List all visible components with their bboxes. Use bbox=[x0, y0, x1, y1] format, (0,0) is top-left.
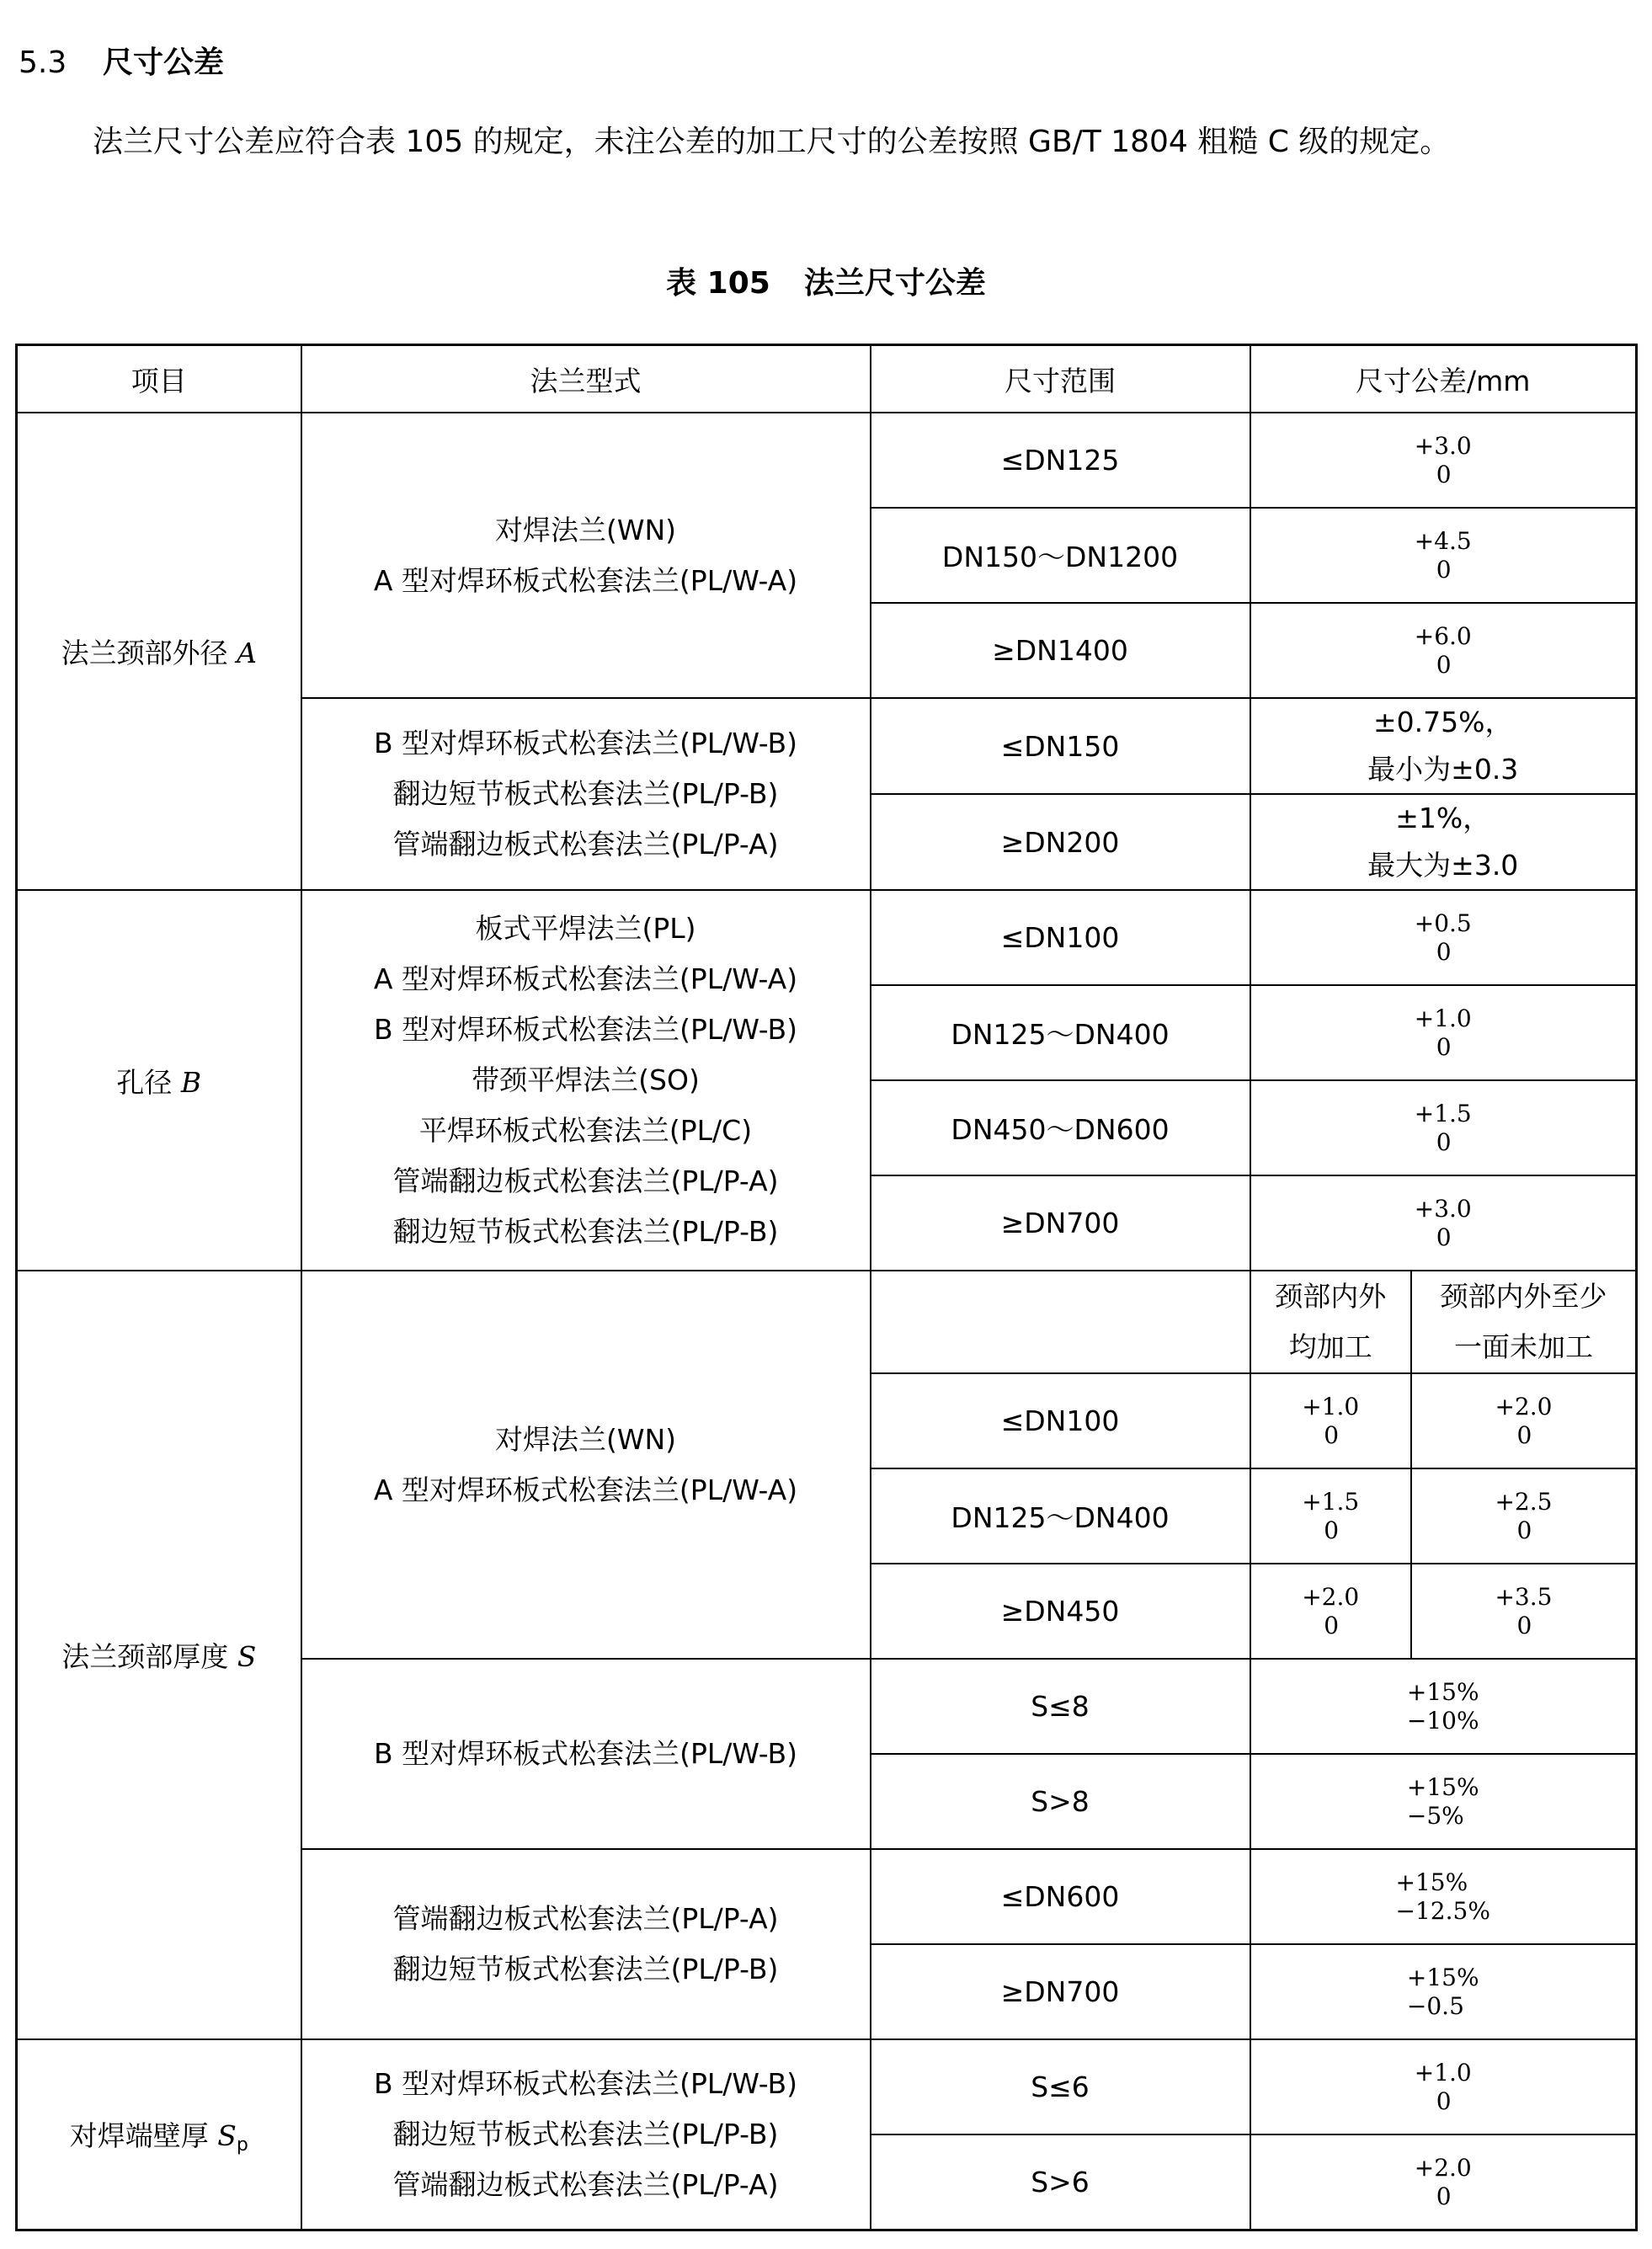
tolerance-upper: +1.5 bbox=[1414, 1099, 1472, 1127]
tolerance-lower: 0 bbox=[1516, 1516, 1532, 1544]
tolerance-upper: +15% bbox=[1395, 1868, 1468, 1896]
flange-type: 管端翻边板式松套法兰(PL/P-A) bbox=[392, 828, 779, 861]
tolerance-cell bbox=[1250, 1659, 1637, 1754]
tolerance-machined bbox=[1251, 1374, 1410, 1468]
size-range-cell: DN125～DN400 bbox=[871, 985, 1250, 1080]
flange-type: 翻边短节板式松套法兰(PL/P-B) bbox=[392, 777, 779, 810]
tolerance-cell bbox=[1250, 413, 1637, 508]
item-variable: B bbox=[180, 1065, 202, 1099]
flange-type: A 型对焊环板式松套法兰(PL/W-A) bbox=[373, 563, 798, 597]
size-range-cell: DN125～DN400 bbox=[871, 1468, 1250, 1564]
flange-type: 带颈平焊法兰(SO) bbox=[472, 1063, 700, 1096]
tolerance-upper: +2.5 bbox=[1495, 1487, 1553, 1516]
tolerance-lower: 0 bbox=[1516, 1611, 1532, 1639]
size-range-cell: ≤DN600 bbox=[871, 1849, 1250, 1944]
size-range-cell-empty bbox=[871, 1271, 1250, 1373]
tolerance-upper: +1.0 bbox=[1414, 1004, 1472, 1032]
tolerance-upper: +1.0 bbox=[1302, 1392, 1360, 1420]
tolerance-lower: 0 bbox=[1436, 1223, 1452, 1251]
tolerance-lower: 0 bbox=[1436, 555, 1452, 584]
flange-type: B 型对焊环板式松套法兰(PL/W-B) bbox=[374, 1013, 797, 1046]
size-range-cell: S≤8 bbox=[871, 1659, 1250, 1754]
flange-type: A 型对焊环板式松套法兰(PL/W-A) bbox=[373, 962, 798, 995]
table-row bbox=[17, 1271, 1637, 1373]
tolerance-lower: −0.5 bbox=[1406, 1991, 1464, 2020]
tolerance-cell bbox=[1250, 1754, 1637, 1849]
flange-type-cell bbox=[301, 1271, 871, 1659]
tolerance-upper: +1.0 bbox=[1414, 2058, 1472, 2086]
tolerance-cell bbox=[1250, 1564, 1637, 1659]
flange-type: B 型对焊环板式松套法兰(PL/W-B) bbox=[374, 2067, 797, 2100]
flange-type-cell bbox=[301, 1849, 871, 2039]
tolerance-cell bbox=[1250, 698, 1637, 794]
tolerance-lower: 0 bbox=[1516, 1420, 1532, 1449]
tolerance-cell bbox=[1250, 794, 1637, 890]
flange-type-cell bbox=[301, 1659, 871, 1849]
tolerance-cell bbox=[1250, 1944, 1637, 2039]
tolerance-lower: 0 bbox=[1324, 1611, 1340, 1639]
flange-type: 平焊环板式松套法兰(PL/C) bbox=[418, 1114, 753, 1147]
subheader-unmachined bbox=[1410, 1271, 1635, 1372]
item-variable: A bbox=[237, 637, 257, 669]
tolerance-text: 最大为±3.0 bbox=[1367, 849, 1519, 882]
tolerance-lower: −12.5% bbox=[1395, 1896, 1490, 1925]
tolerance-upper: +4.5 bbox=[1414, 526, 1472, 555]
tolerance-upper: +1.5 bbox=[1302, 1487, 1360, 1516]
item-label: 法兰颈部厚度 bbox=[61, 1640, 229, 1673]
flange-type: 对焊法兰(WN) bbox=[494, 1422, 677, 1456]
tolerance-text: ±1%， bbox=[1395, 802, 1491, 834]
tolerance-unmachined bbox=[1410, 1469, 1635, 1563]
subheader-line: 均加工 bbox=[1288, 1330, 1372, 1363]
size-range-cell: S>8 bbox=[871, 1754, 1250, 1849]
tolerance-lower: 0 bbox=[1324, 1516, 1340, 1544]
tolerance-machined bbox=[1251, 1469, 1410, 1563]
flange-type: 板式平焊法兰(PL) bbox=[475, 912, 696, 945]
tolerance-machined bbox=[1251, 1564, 1410, 1658]
size-range-cell: DN450～DN600 bbox=[871, 1080, 1250, 1175]
item-label: 对焊端壁厚 bbox=[69, 2118, 209, 2152]
tolerance-lower: −5% bbox=[1406, 1801, 1464, 1830]
tolerance-lower: 0 bbox=[1436, 937, 1452, 966]
tolerance-lower: 0 bbox=[1436, 1127, 1452, 1156]
tolerance-text: 最小为±0.3 bbox=[1367, 753, 1519, 786]
size-range-cell: ≥DN700 bbox=[871, 1175, 1250, 1271]
table-caption bbox=[0, 259, 1652, 302]
tolerance-cell bbox=[1250, 1373, 1637, 1468]
flange-type-cell bbox=[301, 890, 871, 1271]
flange-type: B 型对焊环板式松套法兰(PL/W-B) bbox=[374, 1737, 797, 1770]
tolerance-unmachined bbox=[1410, 1564, 1635, 1658]
tolerance-text: ±0.75%， bbox=[1373, 706, 1513, 738]
tolerance-cell bbox=[1250, 2134, 1637, 2230]
flange-type: 管端翻边板式松套法兰(PL/P-A) bbox=[392, 1164, 779, 1197]
size-range-cell: ≥DN700 bbox=[871, 1944, 1250, 2039]
flange-type: 翻边短节板式松套法兰(PL/P-B) bbox=[392, 2118, 779, 2150]
tolerance-cell bbox=[1250, 890, 1637, 985]
item-cell bbox=[17, 890, 301, 1271]
tolerance-cell bbox=[1250, 985, 1637, 1080]
flange-type: 管端翻边板式松套法兰(PL/P-A) bbox=[392, 1902, 779, 1935]
tolerance-cell bbox=[1250, 508, 1637, 603]
tolerance-upper: +2.0 bbox=[1495, 1392, 1553, 1420]
size-range-cell: S>6 bbox=[871, 2134, 1250, 2230]
tolerance-cell bbox=[1250, 1175, 1637, 1271]
size-range-cell: ≤DN100 bbox=[871, 1373, 1250, 1468]
tolerance-lower: 0 bbox=[1436, 1032, 1452, 1061]
item-cell bbox=[17, 2039, 301, 2230]
tolerance-upper: +3.0 bbox=[1414, 431, 1472, 460]
tolerance-upper: +3.5 bbox=[1495, 1582, 1553, 1611]
tolerance-upper: +2.0 bbox=[1302, 1582, 1360, 1611]
tolerance-cell bbox=[1250, 603, 1637, 698]
flange-type-cell bbox=[301, 2039, 871, 2230]
item-subscript: p bbox=[236, 2134, 248, 2156]
tolerance-subheader-cell bbox=[1250, 1271, 1637, 1373]
section-paragraph: 法兰尺寸公差应符合表 105 的规定，未注公差的加工尺寸的公差按照 GB/T 1804 粗糙 C 级的规定。 bbox=[93, 125, 1451, 159]
tolerance-lower: 0 bbox=[1436, 2182, 1452, 2210]
header-flange-type: 法兰型式 bbox=[301, 345, 871, 413]
subheader-line: 颈部内外 bbox=[1275, 1280, 1387, 1313]
tolerance-upper: +2.0 bbox=[1414, 2153, 1472, 2182]
tolerance-lower: 0 bbox=[1436, 2086, 1452, 2115]
size-range-cell: ≥DN1400 bbox=[871, 603, 1250, 698]
flange-type: 管端翻边板式松套法兰(PL/P-A) bbox=[392, 2168, 779, 2201]
item-variable: S bbox=[217, 2118, 237, 2152]
flange-type-cell bbox=[301, 413, 871, 698]
tolerance-upper: +6.0 bbox=[1414, 621, 1472, 650]
subheader-machined-both bbox=[1251, 1271, 1410, 1372]
table-row bbox=[17, 890, 1637, 985]
table-header-row bbox=[17, 345, 1637, 413]
tolerance-cell bbox=[1250, 1849, 1637, 1944]
flange-type: 对焊法兰(WN) bbox=[494, 513, 677, 546]
tolerance-upper: +0.5 bbox=[1414, 909, 1472, 937]
table-row bbox=[17, 2039, 1637, 2134]
item-label: 法兰颈部外径 bbox=[61, 637, 228, 669]
flange-type-cell bbox=[301, 698, 871, 890]
header-tolerance: 尺寸公差/mm bbox=[1250, 345, 1637, 413]
header-item: 项目 bbox=[17, 345, 301, 413]
size-range-cell: ≥DN450 bbox=[871, 1564, 1250, 1659]
section-number: 5.3 bbox=[19, 45, 67, 80]
item-cell bbox=[17, 413, 301, 890]
tolerance-cell bbox=[1250, 2039, 1637, 2134]
flange-type: A 型对焊环板式松套法兰(PL/W-A) bbox=[373, 1473, 798, 1506]
tolerance-upper: +15% bbox=[1406, 1963, 1479, 1991]
size-range-cell: ≥DN200 bbox=[871, 794, 1250, 890]
item-variable: S bbox=[237, 1640, 257, 1673]
tolerance-unmachined bbox=[1410, 1374, 1635, 1468]
flange-type: 翻边短节板式松套法兰(PL/P-B) bbox=[392, 1953, 779, 1985]
size-range-cell: DN150～DN1200 bbox=[871, 508, 1250, 603]
table-number: 表 105 bbox=[666, 266, 770, 301]
size-range-cell: ≤DN150 bbox=[871, 698, 1250, 794]
tolerance-upper: +15% bbox=[1406, 1772, 1479, 1801]
subheader-line: 一面未加工 bbox=[1453, 1330, 1593, 1363]
tolerance-cell bbox=[1250, 1080, 1637, 1175]
header-size-range: 尺寸范围 bbox=[871, 345, 1250, 413]
section-heading bbox=[19, 39, 224, 82]
size-range-cell: S≤6 bbox=[871, 2039, 1250, 2134]
tolerance-upper: +3.0 bbox=[1414, 1194, 1472, 1223]
tolerance-upper: +15% bbox=[1406, 1677, 1479, 1706]
tolerance-lower: 0 bbox=[1436, 650, 1452, 679]
tolerance-lower: −10% bbox=[1406, 1706, 1479, 1735]
tolerance-cell bbox=[1250, 1468, 1637, 1564]
table-row bbox=[17, 413, 1637, 508]
size-range-cell: ≤DN125 bbox=[871, 413, 1250, 508]
size-range-cell: ≤DN100 bbox=[871, 890, 1250, 985]
item-cell bbox=[17, 1271, 301, 2039]
tolerance-lower: 0 bbox=[1324, 1420, 1340, 1449]
flange-type: 翻边短节板式松套法兰(PL/P-B) bbox=[392, 1215, 779, 1248]
subheader-line: 颈部内外至少 bbox=[1440, 1280, 1607, 1313]
flange-type: B 型对焊环板式松套法兰(PL/W-B) bbox=[374, 727, 797, 759]
item-label: 孔径 bbox=[116, 1065, 173, 1099]
tolerance-table bbox=[15, 344, 1638, 2231]
table-title: 法兰尺寸公差 bbox=[803, 266, 986, 301]
section-title: 尺寸公差 bbox=[103, 45, 225, 80]
tolerance-lower: 0 bbox=[1436, 460, 1452, 488]
